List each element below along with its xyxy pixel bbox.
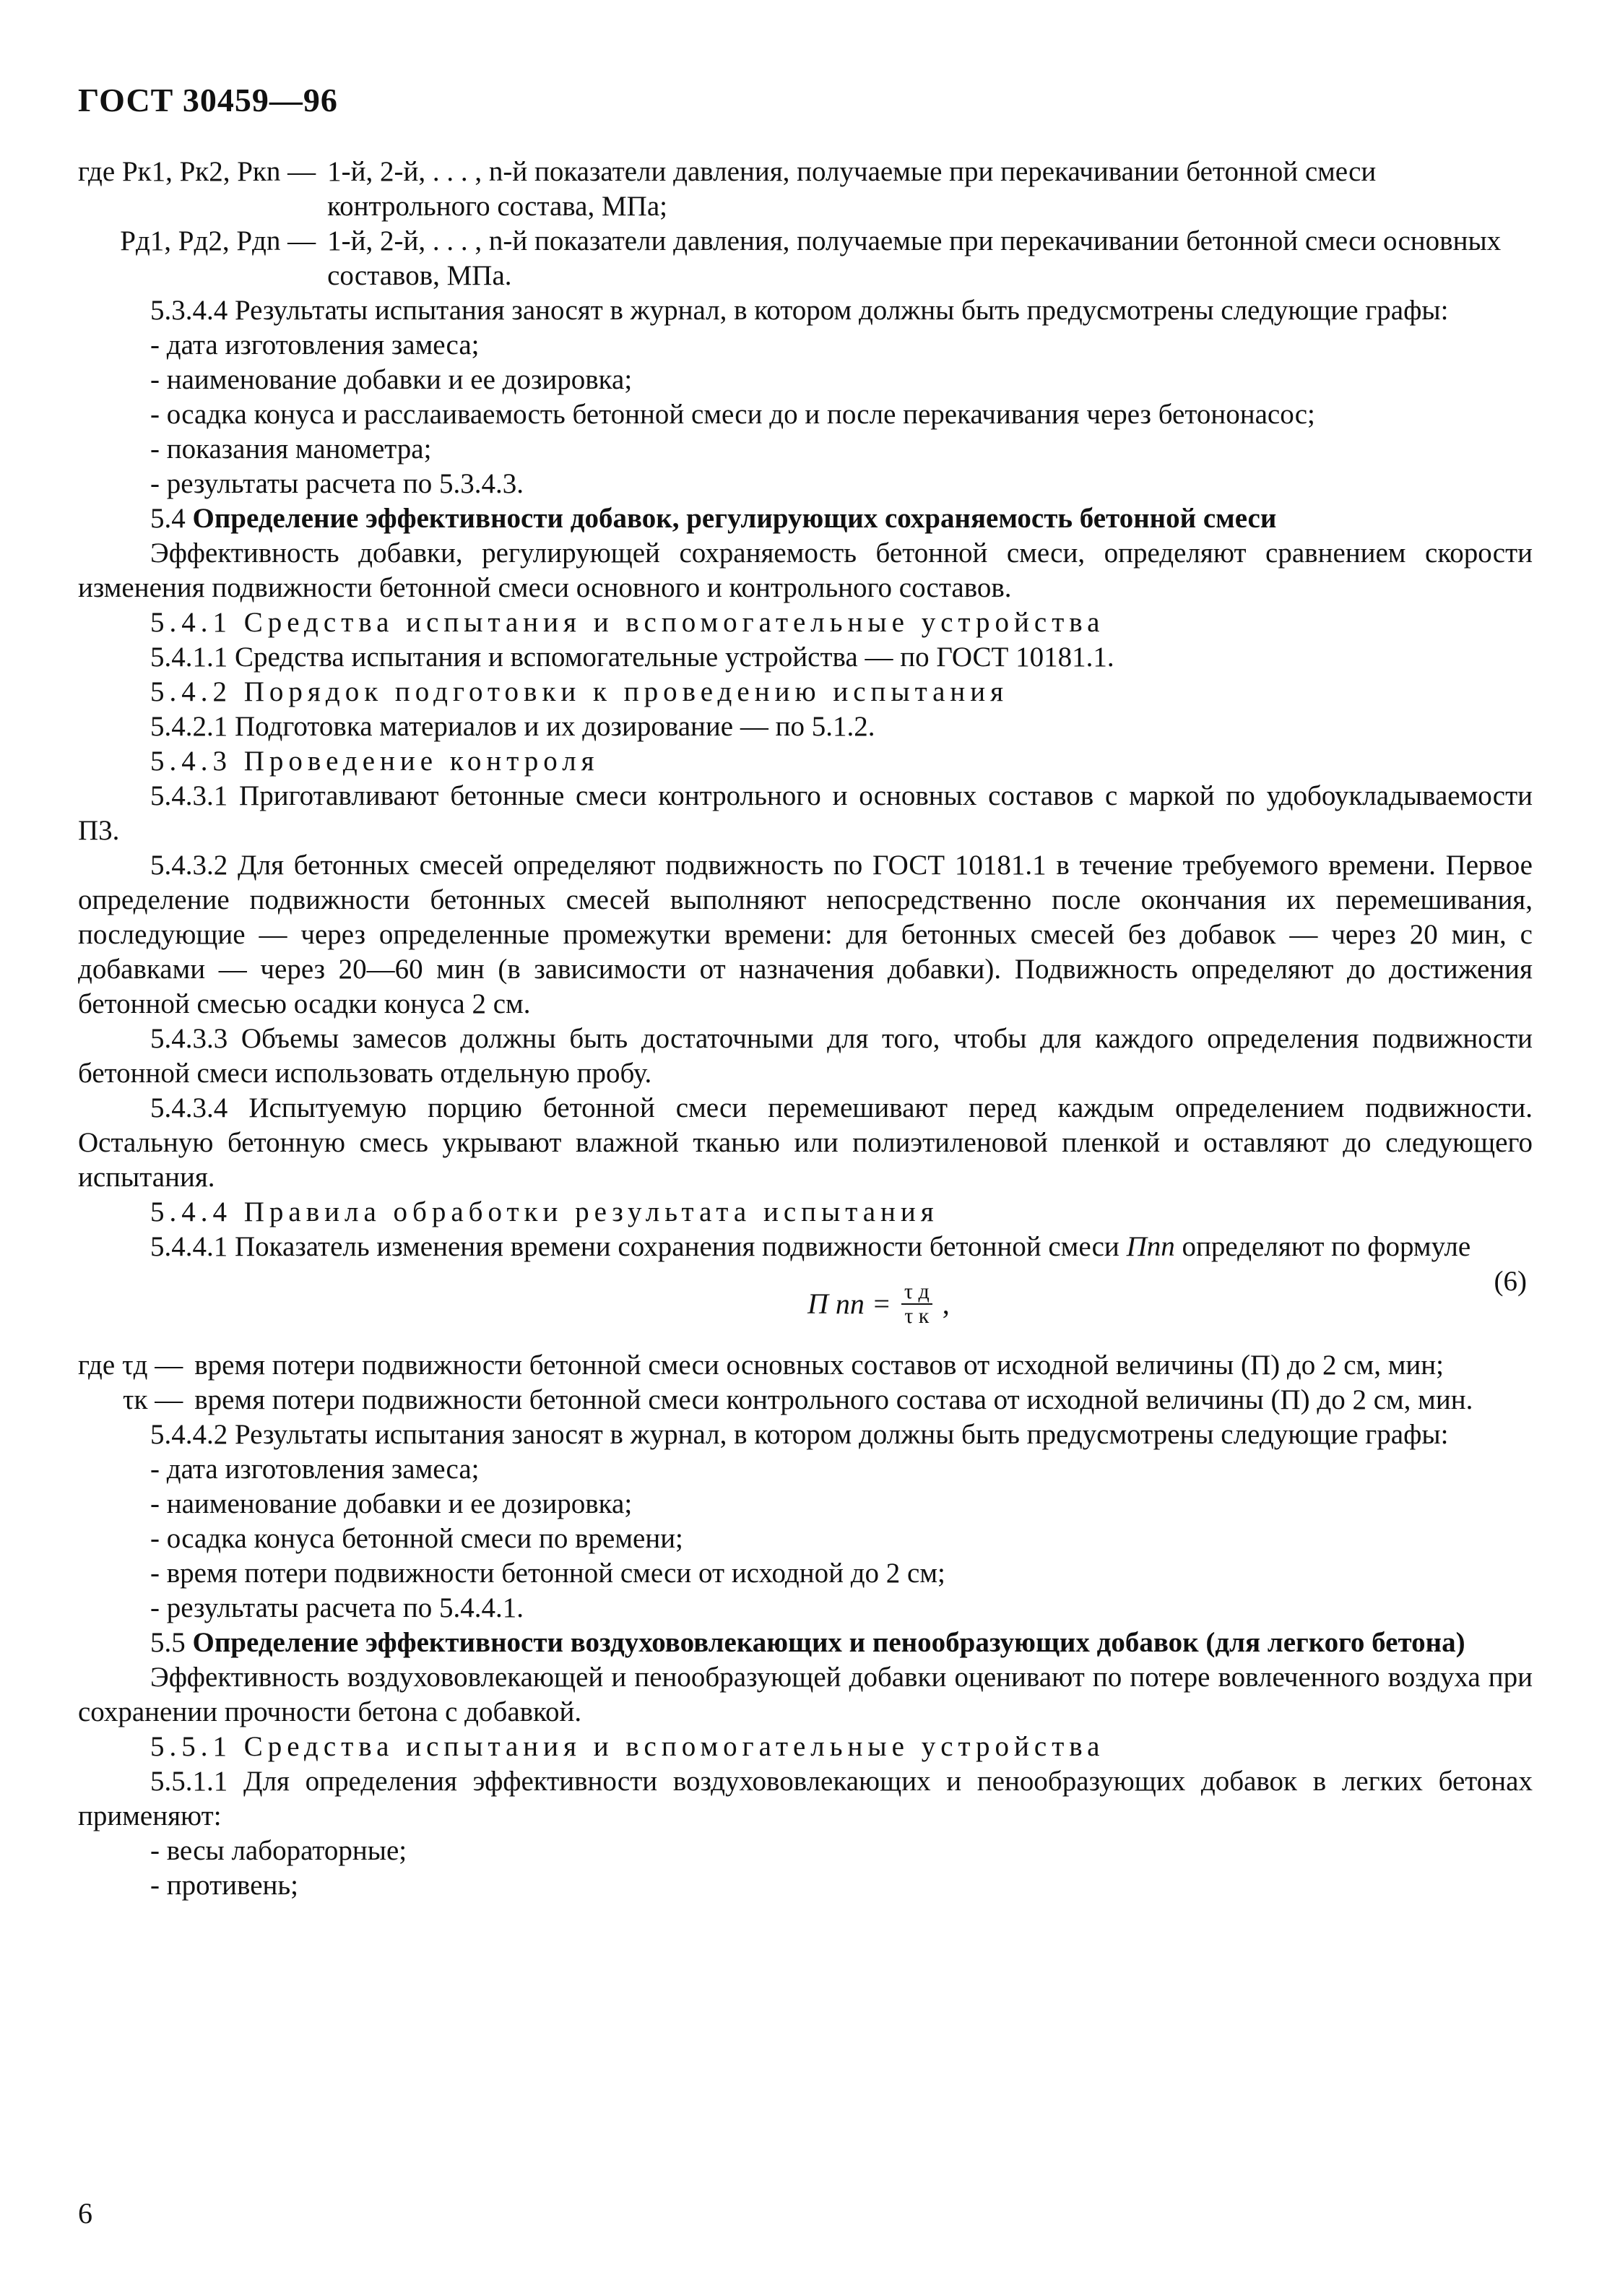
list-item: - показания манометра; bbox=[150, 433, 432, 465]
tau-definitions bbox=[78, 1348, 1533, 1417]
definition-term: где Pк1, Pк2, Pкn — bbox=[78, 156, 316, 187]
paragraph-5-5-intro: Эффективность воздухововлекающей и пенообразующей добавки оценивают по потере вовлеченного воздуха при сохранении прочности бетона с добавкой. bbox=[78, 1662, 1533, 1727]
section-title: Определение эффективности воздухововлекающих и пенообразующих добавок (для легкого бетона) bbox=[192, 1627, 1465, 1658]
subsection-heading-5-4-2: 5.4.2 Порядок подготовки к проведению испытания bbox=[150, 676, 1009, 707]
symbol-p-nn: Пnn bbox=[1126, 1231, 1175, 1262]
paragraph-5-4-4-1 bbox=[78, 1230, 1533, 1264]
list-item: - весы лабораторные; bbox=[150, 1835, 407, 1866]
list-item: - результаты расчета по 5.3.4.3. bbox=[150, 468, 524, 499]
document-body bbox=[78, 155, 1533, 1903]
definition-text: время потери подвижности бетонной смеси контрольного состава от исходной величины (П) до 2 см, мин. bbox=[194, 1384, 1473, 1415]
definition-text: время потери подвижности бетонной смеси основных составов от исходной величины (П) до 2 см, мин; bbox=[194, 1350, 1444, 1381]
subsection-heading-5-5-1: 5.5.1 Средства испытания и вспомогательные устройства bbox=[150, 1731, 1105, 1762]
subsection-heading-5-4-4: 5.4.4 Правила обработки результата испытания bbox=[150, 1196, 939, 1227]
list-item: - время потери подвижности бетонной смеси от исходной до 2 см; bbox=[150, 1558, 945, 1589]
formula-trailing: , bbox=[942, 1287, 950, 1320]
definition-term: где τд — bbox=[78, 1350, 183, 1381]
document-header: ГОСТ 30459—96 bbox=[78, 82, 338, 118]
paragraph-5-4-4-2: 5.4.4.2 Результаты испытания заносят в журнал, в котором должны быть предусмотрены следующие графы: bbox=[150, 1419, 1449, 1450]
section-heading-5-5 bbox=[78, 1626, 1533, 1660]
list-item: - дата изготовления замеса; bbox=[150, 329, 480, 361]
definition-text: 1-й, 2-й, . . . , n-й показатели давления, получаемые при перекачивании бетонной смеси основных составов, МПа. bbox=[327, 225, 1502, 291]
paragraph-5-4-2-1: 5.4.2.1 Подготовка материалов и их дозирование — по 5.1.2. bbox=[150, 711, 875, 742]
definition-term: τк — bbox=[122, 1384, 183, 1415]
section-number: 5.4 bbox=[150, 503, 186, 534]
paragraph-5-4-1-1: 5.4.1.1 Средства испытания и вспомогательные устройства — по ГОСТ 10181.1. bbox=[150, 642, 1114, 673]
paragraph-text: определяют по формуле bbox=[1182, 1231, 1471, 1262]
paragraph-5-4-3-2: 5.4.3.2 Для бетонных смесей определяют подвижность по ГОСТ 10181.1 в течение требуемого времени. Первое определение подвижности бетонных смесей выполняют непосредственно после окончания их перемешивания, последующие — через определенные промежутки времени: для бетонных смесей без добавок — через 20 мин, с добавками — через 20—60 мин (в зависимости от назначения добавки). Подвижность определяют до достижения бетонной смесью осадки конуса 2 см. bbox=[78, 850, 1533, 1019]
paragraph-text: 5.4.4.1 Показатель изменения времени сохранения подвижности бетонной смеси bbox=[150, 1231, 1119, 1262]
list-item: - результаты расчета по 5.4.4.1. bbox=[150, 1592, 524, 1623]
list-item: - осадка конуса и расслаиваемость бетонной смеси до и после перекачивания через бетононасос; bbox=[150, 399, 1315, 430]
section-number: 5.5 bbox=[150, 1627, 186, 1658]
formula-expression bbox=[807, 1280, 950, 1328]
fraction-denominator: τ к bbox=[904, 1304, 930, 1328]
formula-fraction bbox=[901, 1280, 932, 1328]
paragraph-5-3-4-4: 5.3.4.4 Результаты испытания заносят в журнал, в котором должны быть предусмотрены следующие графы: bbox=[150, 295, 1449, 326]
subsection-heading-5-4-3: 5.4.3 Проведение контроля bbox=[150, 746, 599, 777]
paragraph-5-5-1-1: 5.5.1.1 Для определения эффективности воздухововлекающих и пенообразующих добавок в легких бетонах применяют: bbox=[78, 1766, 1533, 1831]
section-title: Определение эффективности добавок, регулирующих сохраняемость бетонной смеси bbox=[192, 503, 1277, 534]
formula-6 bbox=[78, 1264, 1533, 1348]
paragraph-5-4-intro: Эффективность добавки, регулирующей сохраняемость бетонной смеси, определяют сравнением скорости изменения подвижности бетонной смеси основного и контрольного составов. bbox=[78, 538, 1533, 603]
definition-term: Pд1, Pд2, Pдn — bbox=[120, 225, 316, 256]
section-heading-5-4 bbox=[78, 501, 1533, 536]
paragraph-5-4-3-1: 5.4.3.1 Приготавливают бетонные смеси контрольного и основных составов с маркой по удобоукладываемости П3. bbox=[78, 780, 1533, 846]
list-item: - противень; bbox=[150, 1870, 298, 1901]
paragraph-5-4-3-3: 5.4.3.3 Объемы замесов должны быть достаточными для того, чтобы для каждого определения подвижности бетонной смеси использовать отдельную пробу. bbox=[78, 1023, 1533, 1089]
list-item: - дата изготовления замеса; bbox=[150, 1454, 480, 1485]
pressure-definitions bbox=[78, 155, 1533, 293]
list-item: - наименование добавки и ее дозировка; bbox=[150, 364, 633, 395]
paragraph-5-4-3-4: 5.4.3.4 Испытуемую порцию бетонной смеси перемешивают перед каждым определением подвижности. Остальную бетонную смесь укрывают влажной тканью или полиэтиленовой пленкой и оставляют до следующего испытания. bbox=[78, 1092, 1533, 1193]
page-number: 6 bbox=[78, 2197, 92, 2230]
fraction-numerator: τ д bbox=[901, 1280, 932, 1305]
subsection-heading-5-4-1: 5.4.1 Средства испытания и вспомогательные устройства bbox=[150, 607, 1105, 638]
list-item: - осадка конуса бетонной смеси по времени; bbox=[150, 1523, 683, 1554]
list-item: - наименование добавки и ее дозировка; bbox=[150, 1488, 633, 1519]
formula-lhs: П пп = bbox=[807, 1287, 891, 1320]
definition-text: 1-й, 2-й, . . . , n-й показатели давления, получаемые при перекачивании бетонной смеси контрольного состава, МПа; bbox=[327, 156, 1377, 222]
equation-number: (6) bbox=[1494, 1266, 1527, 1297]
